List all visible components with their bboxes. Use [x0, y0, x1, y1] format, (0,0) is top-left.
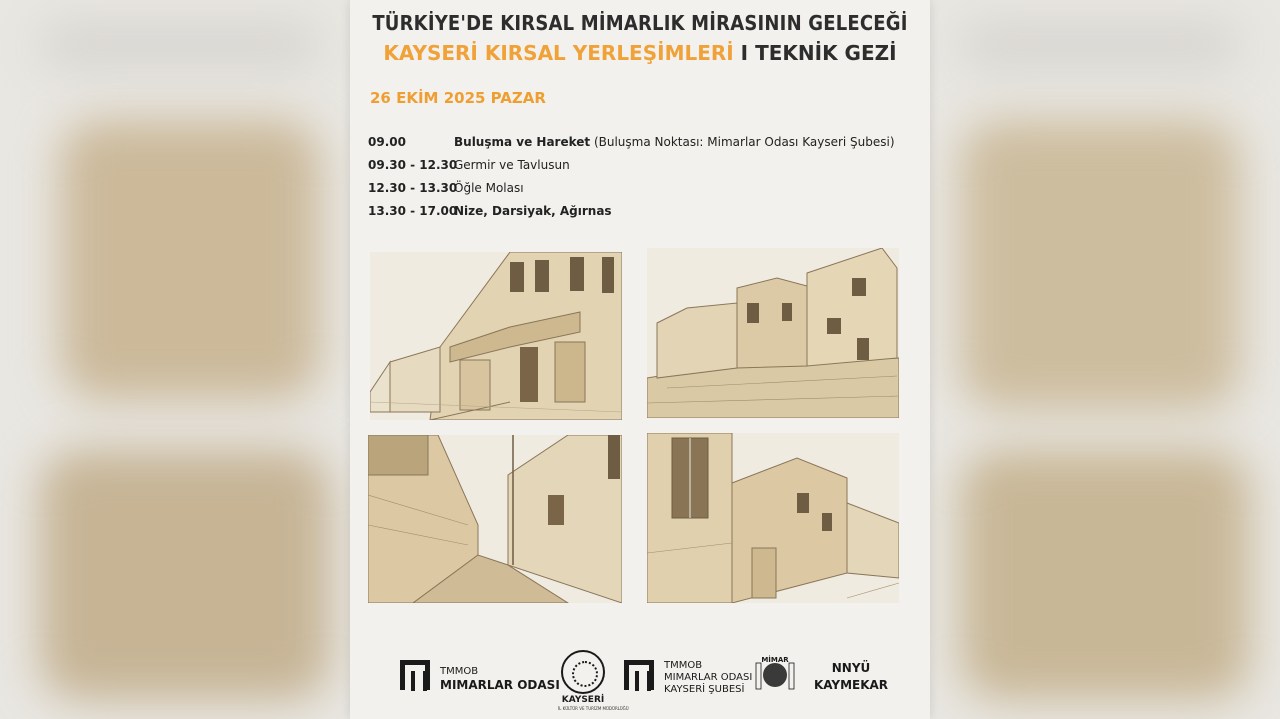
schedule-desc: Öğle Molası [454, 181, 524, 195]
schedule-time: 12.30 - 13.30 [368, 181, 458, 195]
schedule-time: 09.30 - 12.30 [368, 158, 458, 172]
kayseri-mimar-icon [755, 653, 795, 693]
tmmob-logo-line2: MIMARLAR ODASI [440, 678, 560, 692]
sketch-stone-houses [647, 248, 899, 418]
kayseri-mimar-logo [755, 653, 797, 701]
kayseri-il-kultur-logo [558, 650, 629, 719]
tmmob-logo-line1: TMMOB [440, 666, 479, 677]
nnyu-line2: KAYMEKAR [813, 678, 889, 692]
kayseri-logo-sub: İL KÜLTÜR VE TURİZM MÜDÜRLÜĞÜ [558, 706, 629, 711]
schedule-desc: Buluşma ve Hareket (Buluşma Noktası: Mimarlar Odası Kayseri Şubesi) [454, 135, 895, 149]
event-date: 26 EKİM 2025 PAZAR [370, 89, 546, 107]
poster-title: TÜRKİYE'DE KIRSAL MİMARLIK MİRASININ GELECEĞİ [372, 11, 908, 35]
nnyu-kaymekar-logo [812, 660, 890, 694]
svg-text:MİMAR: MİMAR [761, 656, 789, 664]
tmmob-kayseri-mark-icon [624, 660, 654, 690]
event-poster [350, 0, 930, 719]
sketch-old-houses [647, 433, 899, 603]
schedule-time: 09.00 [368, 135, 406, 149]
tmmob-logo [400, 658, 560, 698]
poster-subtitle [350, 41, 930, 65]
tmmob-kayseri-line3: KAYSERİ ŞUBESİ [664, 684, 745, 695]
subtitle-rest: I TEKNİK GEZİ [733, 41, 897, 65]
sketch-street-facades [370, 252, 622, 420]
kayseri-logo-name: KAYSERİ [561, 695, 605, 705]
subtitle-highlight: KAYSERİ KIRSAL YERLEŞİMLERİ [383, 41, 734, 65]
schedule-desc: Nize, Darsiyak, Ağırnas [454, 204, 612, 218]
nnyu-line1: NNYÜ [831, 661, 871, 675]
schedule-desc: Germir ve Tavlusun [454, 158, 570, 172]
tmmob-kayseri-line2: MIMARLAR ODASI [664, 672, 753, 683]
sketch-cobblestone-alley [368, 435, 622, 603]
tmmob-mark-icon [400, 660, 430, 690]
schedule-time: 13.30 - 17.00 [368, 204, 458, 218]
tmmob-kayseri-line1: TMMOB [664, 660, 703, 671]
kayseri-seal-icon [561, 650, 605, 694]
sponsor-logos [350, 650, 930, 719]
tmmob-kayseri-logo [624, 656, 774, 701]
